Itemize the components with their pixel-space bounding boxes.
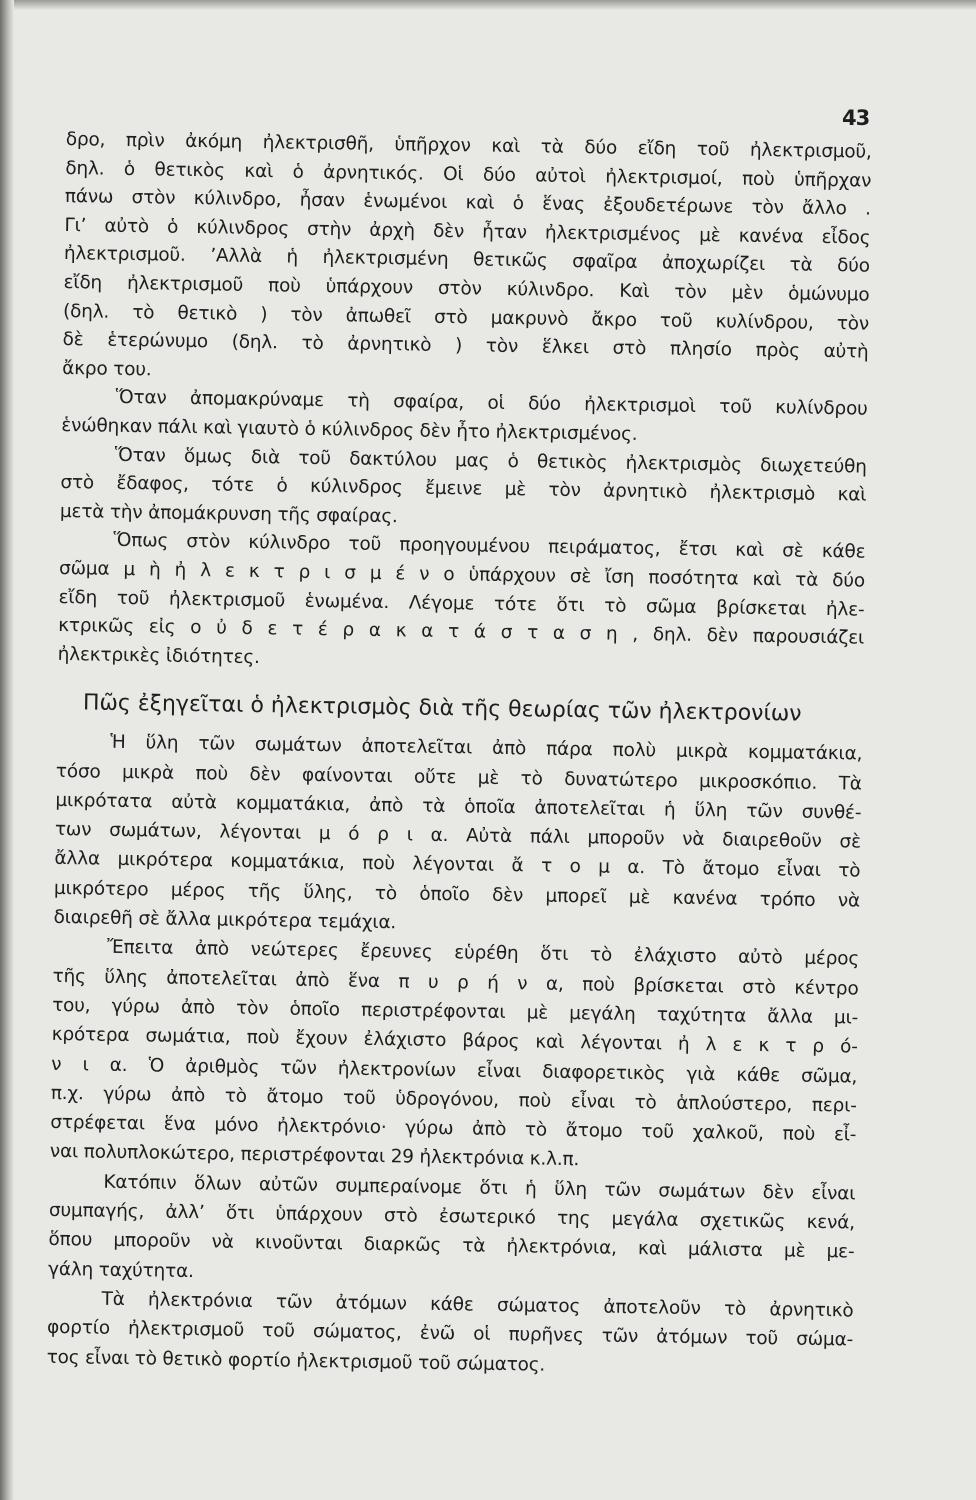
text-line: συμπαγής, ἀλλ’ ὅτι ὑπάρχουν στὸ ἐσωτερικό της μεγάλα σχετικῶς κενά, <box>48 1199 856 1234</box>
text-line: Γι’ αὐτὸ ὁ κύλινδρος στὴν ἀρχὴ δὲν ἦταν ἠλεκτρισμένος μὲ κανένα εἶδος <box>64 214 871 249</box>
paragraph <box>53 727 862 945</box>
paragraph <box>50 932 860 1179</box>
page-body <box>46 126 871 1384</box>
text-line: εἴδη τοῦ ἠλεκτρισμοῦ ἑνωμένα. Λέγομε τότε ὅτι τὸ σῶμα βρίσκεται ἠλε- <box>58 586 865 621</box>
text-line: δὲ ἑτερώνυμο (δηλ. τὸ ἀρνητικὸ ) τὸν ἕλκει στὸ πλησίο πρὸς αὐτὴ <box>62 329 869 363</box>
paragraph <box>60 440 867 538</box>
text-line: κτρικῶς εἰς ο ὐ δ ε τ έ ρ α κ α τ ά σ τ α σ η , δηλ. δὲν παρουσιάζει <box>57 615 865 649</box>
text-line: στρέφεται ἕνα μόνο ἠλεκτρόνιο· γύρω ἀπὸ τὸ ἄτομο τοῦ χαλκοῦ, ποὺ εἶ- <box>50 1112 857 1146</box>
paragraph <box>62 126 872 396</box>
text-line: τόσο μικρὰ ποὺ δὲν φαίνονται οὔτε μὲ τὸ δυνατώτερο μικροσκόπιο. Τὰ <box>55 760 862 795</box>
text-line: δηλ. ὁ θετικὸς καὶ ὁ ἀρνητικός. Οἱ δύο αὐτοὶ ἠλεκτρισμοί, ποὺ ὑπῆρχαν <box>65 157 872 192</box>
text-line: (δηλ. τὸ θετικὸ ) τὸν ἀπωθεῖ στὸ μακρυνὸ ἄκρο τοῦ κυλίνδρου, τὸν <box>62 300 870 335</box>
text-line: μετὰ τὴν ἀπομάκρυνση τῆς σφαίρας. <box>59 500 398 527</box>
text-line: κρότερα σωμάτια, ποὺ ἔχουν ἐλάχιστο βάρος καὶ λέγονται ἠ λ ε κ τ ρ ό- <box>51 1024 858 1058</box>
text-line: ν ι α. Ὁ ἀριθμὸς τῶν ἠλεκτρονίων εἶναι διαφορετικὸς γιὰ κάθε σῶμα, <box>51 1053 858 1088</box>
paragraph <box>46 1284 853 1385</box>
text-line: Τὰ ἠλεκτρόνια τῶν ἀτόμων κάθε σώματος ἀποτελοῦν τὸ ἀρνητικὸ <box>101 1288 854 1322</box>
text-line: μικρότατα αὐτὰ κομματάκια, ἀπὸ τὰ ὁποῖα ἀποτελεῖται ἡ ὕλη τῶν συνθέ- <box>55 789 862 824</box>
text-line: τος εἶναι τὸ θετικὸ φορτίο ἠλεκτρισμοῦ τοῦ σώματος. <box>46 1346 546 1376</box>
text-line: ὅπου μποροῦν νὰ κινοῦνται διαρκῶς τὰ ἠλεκτρόνια, καὶ μάλιστα μὲ με- <box>48 1229 855 1263</box>
text-line: ἄκρο του. <box>62 357 152 381</box>
text-line: Κατόπιν ὅλων αὐτῶν συμπεραίνομε ὅτι ἡ ὕλη τῶν σωμάτων δὲν εἶναι <box>103 1171 856 1205</box>
paragraph <box>57 526 865 682</box>
body-section-before-heading <box>57 126 871 682</box>
text-line: Ὅταν ὅμως διὰ τοῦ δακτύλου μας ὁ θετικὸς ἠλεκτρισμὸς διωχετεύθη <box>114 444 867 478</box>
text-line: Ὅπως στὸν κύλινδρο τοῦ προηγουμένου πειράματος, ἔτσι καὶ σὲ κάθε <box>113 530 866 563</box>
text-line: Ἔπειτα ἀπὸ νεώτερες ἔρευνες εὑρέθη ὅτι τὸ ἐλάχιστο αὐτὸ μέρος <box>106 937 860 970</box>
text-line: πάνω στὸν κύλινδρο, ἦσαν ἑνωμένοι καὶ ὁ ἕνας ἐξουδετέρωνε τὸν ἄλλο . <box>64 186 871 220</box>
section-heading: Πῶς ἐξηγεῖται ὁ ἠλεκτρισμὸς διὰ τῆς θεωρίας τῶν ἠλεκτρονίων <box>82 690 802 727</box>
body-section-after-heading <box>46 727 862 1384</box>
scan-top-shadow <box>0 0 976 10</box>
page-number: 43 <box>842 106 870 130</box>
text-line: φορτίο ἠλεκτρισμοῦ τοῦ σώματος, ἐνῶ οἱ πυρῆνες τῶν ἀτόμων τοῦ σώμα- <box>46 1317 854 1351</box>
paragraph <box>48 1167 856 1297</box>
text-line: δρο, πρὶν ἀκόμη ἠλεκτρισθῆ, ὑπῆρχον καὶ τὰ δύο εἴδη τοῦ ἠλεκτρισμοῦ, <box>65 128 872 163</box>
text-line: Ἡ ὕλη τῶν σωμάτων ἀποτελεῖται ἀπὸ πάρα πολὺ μικρὰ κομματάκια, <box>110 732 863 765</box>
text-line: σῶμα μ ὴ ἠ λ ε κ τ ρ ι σ μ έ ν ο ὑπάρχουν σὲ ἴση ποσότητα καὶ τὰ δύο <box>58 557 866 592</box>
text-line: ἑνώθηκαν πάλι καὶ γιαυτὸ ὁ κύλινδρος δὲν ἦτο ἠλεκτρισμένος. <box>61 414 638 445</box>
text-line: του, γύρω ἀπὸ τὸν ὁποῖο περιστρέφονται μὲ μεγάλη ταχύτητα ἄλλα μι- <box>52 994 859 1029</box>
text-line: ναι πολυπλοκώτερο, περιστρέφονται 29 ἠλεκτρόνια κ.λ.π. <box>49 1141 580 1171</box>
text-line: ἠλεκτρικὲς ἰδιότητες. <box>57 643 260 668</box>
text-line: διαιρεθῆ σὲ ἄλλα μικρότερα τεμάχια. <box>53 906 397 934</box>
text-line: γάλη ταχύτητα. <box>47 1258 194 1282</box>
text-line: ἄλλα μικρότερα κομματάκια, ποὺ λέγονται ἄ τ ο μ α. Τὸ ἄτομο εἶναι τὸ <box>54 848 861 883</box>
text-line: στὸ ἔδαφος, τότε ὁ κύλινδρος ἔμεινε μὲ τὸν ἀρνητικὸ ἠλεκτρισμὸ καὶ <box>60 472 867 506</box>
text-line: μικρότερο μέρος τῆς ὕλης, τὸ ὁποῖο δὲν μπορεῖ μὲ κανένα τρόπο νὰ <box>53 877 861 912</box>
text-line: π.χ. γύρω ἀπὸ τὸ ἄτομο τοῦ ὑδρογόνου, ποὺ εἶναι τὸ ἁπλούστερο, περι- <box>50 1082 857 1117</box>
text-line: τῆς ὕλης ἀποτελεῖται ἀπὸ ἕνα π υ ρ ή ν α, ποὺ βρίσκεται στὸ κέντρο <box>52 965 859 1000</box>
scan-edge-shadow <box>0 0 14 1500</box>
text-line: Ὅταν ἀπομακρύναμε τὴ σφαίρα, οἱ δύο ἠλεκτρισμοὶ τοῦ κυλίνδρου <box>115 387 868 420</box>
text-line: των σωμάτων, λέγονται μ ό ρ ι α. Αὐτὰ πάλι μποροῦν νὰ διαιρεθοῦν σὲ <box>54 819 862 853</box>
text-line: ἠλεκτρισμοῦ. ’Αλλὰ ἡ ἠλεκτρισμένη θετικῶς σφαῖρα ἀποχωρίζει τὰ δύο <box>63 243 871 278</box>
text-line: εἴδη ἠλεκτρισμοῦ ποὺ ὑπάρχουν στὸν κύλινδρο. Καὶ τὸν μὲν ὁμώνυμο <box>63 271 870 306</box>
